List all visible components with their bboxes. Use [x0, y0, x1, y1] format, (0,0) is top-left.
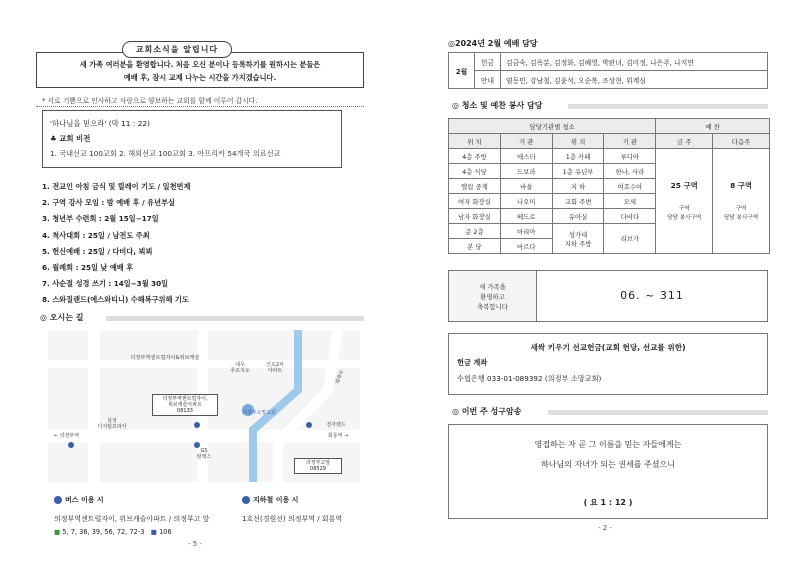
verse-heading: [448, 406, 768, 419]
cell: 나오미: [500, 194, 552, 209]
praise-this-sub2: 담당 봉사구역: [667, 214, 702, 221]
verse-line-2: 하나님의 자녀가 되는 권세를 주셨으니: [541, 460, 675, 469]
clean-heading-text: ◎ 청소 및 예찬 봉사 담당: [452, 101, 543, 110]
bus-heading: [54, 495, 104, 505]
cell: 1층 유년부: [552, 164, 604, 179]
bus-route-icon: ■: [150, 528, 157, 536]
bus-stop-icon: [306, 422, 312, 428]
welcome-line: 축복합니다: [477, 303, 508, 311]
praise-next-week: [713, 149, 770, 254]
vision-quote: '하나님을 믿으라' (막 11 : 22): [50, 119, 150, 128]
schedule-item: 8. 스와질랜드(에스와티니) 수해복구위해 기도: [42, 295, 189, 305]
page-number: - 2 -: [598, 524, 612, 532]
cell: 지 하: [552, 179, 604, 194]
verse-heading-text: ◎ 이번 주 성구암송: [452, 407, 522, 416]
cell: 베드로: [500, 209, 552, 224]
bus-heading-text: 버스 이용 시: [65, 496, 104, 504]
map-label-apt: 의정부역센트럴자이&위브캐슬: [130, 355, 200, 361]
map-box-apt: 의정부역센트럴자이, 위브캐슬아파트 08133: [152, 394, 218, 416]
map-heading-text: ◎ 오시는 길: [40, 313, 84, 322]
praise-next-sub2: 담당 봉사구역: [723, 214, 759, 221]
cell: 1층 카페: [552, 149, 604, 164]
cell: 에스더: [500, 149, 552, 164]
cell: 한나, 사라: [604, 164, 656, 179]
table-row: [449, 53, 768, 71]
map-label-shindo: 신도2차 아파트: [266, 362, 284, 374]
cell: 4층 주방: [449, 149, 501, 164]
praise-next-value: 8 구역: [730, 180, 753, 190]
cell: 마리아: [500, 224, 552, 239]
bus-stop-icon: [68, 442, 74, 448]
schedule-item: 2. 구역 강사 모임 : 밤 예배 후 / 유년부실: [42, 198, 175, 208]
welcome-value: 06. ~ 311: [620, 289, 684, 302]
praise-this-sub: 구역: [678, 205, 690, 212]
cell: 준 2층: [449, 224, 501, 239]
mission-title: 새싹 키우기 선교헌금(교회 헌당, 선교를 위한): [530, 343, 686, 352]
cell: 여자 화장실: [449, 194, 501, 209]
mission-account: 수협은행 033-01-089392 (의정부 소망교회): [457, 374, 602, 383]
vision-heading: ♣ 교회 비전: [50, 134, 91, 143]
map-box-school: 의정부고앞 08529: [294, 458, 342, 474]
clean-group-header: 담당기관별 청소: [449, 119, 656, 134]
mission-box: [448, 333, 768, 395]
column-header: 금 주: [656, 134, 713, 149]
worship-names: 염동민, 강남철, 김윤석, 오순복, 조상현, 위계심: [501, 71, 768, 89]
table-row: [449, 149, 770, 164]
cell: [552, 224, 604, 254]
subway-heading: [242, 495, 298, 505]
clean-heading: [448, 100, 768, 113]
bus-stop-icon: [194, 422, 200, 428]
bus-stop-icon: [194, 442, 200, 448]
map-label-electro: 전자랜드: [326, 422, 346, 428]
map-label-samsung: 삼성 디지털프라자: [97, 418, 127, 430]
praise-next-sub: 구역: [735, 205, 747, 212]
cell: 리브가: [604, 224, 656, 254]
column-header: 기 관: [500, 134, 552, 149]
bus-stop-text: 의정부역센트럴자이, 위브캐슬아파트 / 의정부고 앞: [54, 515, 210, 523]
schedule-item: 1. 전교인 아침 금식 및 릴레이 기도 / 일천번제: [42, 182, 191, 191]
vision-items: 1. 국내선교 100교회 2. 해외선교 100교회 3. 아프리카 54개국 의료선교: [50, 149, 281, 158]
welcome-line: 환영하고: [480, 293, 505, 301]
cell: 유아실: [552, 209, 604, 224]
map-heading: [36, 312, 364, 325]
courtesy-note: * 서로 기쁨으로 인사하고 사랑으로 양보하는 교회를 함께 이루어 갑시다.: [42, 97, 258, 105]
heading-bar: [568, 104, 768, 109]
welcome-line: 새 가족을: [479, 283, 506, 291]
bus-other-text: 106: [159, 528, 172, 536]
subway-heading-text: 지하철 이용 시: [253, 496, 299, 504]
subway-text: 1호선(경원선) 의정부역 / 회룡역: [242, 515, 343, 523]
table-row: [449, 71, 768, 89]
table-row: [449, 134, 770, 149]
worship-heading: ◎2024년 2월 예배 담당: [448, 39, 538, 48]
column-header: 위 치: [449, 134, 501, 149]
praise-this-week: [656, 149, 713, 254]
notice-line-1: 새 가족 여러분을 환영합니다. 처음 오신 분이나 등록하기를 원하시는 분들은: [79, 60, 321, 69]
cell: 남자 화장실: [449, 209, 501, 224]
bus-routes: [54, 528, 172, 536]
welcome-box: [448, 270, 768, 322]
praise-group-header: 예 찬: [656, 119, 770, 134]
cell: 본 당: [449, 239, 501, 254]
bus-routes-text: 5, 7, 36, 39, 56, 72, 72-3: [62, 528, 145, 536]
mission-account-label: 헌금 계좌: [457, 358, 488, 367]
bus-route-icon: ■: [54, 528, 61, 536]
cell: 여호수아: [604, 179, 656, 194]
schedule-item: 3. 청년부 수련회 : 2월 15일~17일: [42, 214, 159, 224]
schedule-list: [42, 180, 362, 310]
column-header: 기 관: [604, 134, 656, 149]
map-label-station-left: ← 의정부역: [54, 433, 80, 439]
notice-line-2: 예배 후, 잠시 교제 나누는 시간을 가지겠습니다.: [123, 73, 277, 82]
map-label-gs: GS 칼텍스: [196, 448, 212, 460]
right-page: [400, 0, 800, 566]
welcome-label: [449, 271, 537, 321]
praise-this-value: 25 구역: [670, 180, 698, 190]
cell: 마르다: [500, 239, 552, 254]
cell: 바울: [500, 179, 552, 194]
worship-month: 2월: [449, 53, 475, 89]
heading-bar: [548, 410, 768, 415]
divider: [36, 106, 364, 107]
column-header: 위 치: [552, 134, 604, 149]
cell: 교회 주변: [552, 194, 604, 209]
schedule-item: 7. 사순절 성경 쓰기 : 14일~3월 30일: [42, 279, 169, 289]
cleaning-table: [448, 118, 770, 254]
map-label-road: 평화로: [334, 369, 346, 385]
verse-line-1: 영접하는 자 곧 그 이름을 믿는 자들에게는: [534, 440, 682, 449]
worship-names: 김금숙, 김옥분, 김정화, 김혜영, 박판녀, 김미정, 나은주, 나지연: [501, 53, 768, 71]
verse-box: [448, 424, 768, 519]
cell: 루디아: [604, 149, 656, 164]
schedule-item: 5. 헌신예배 : 25일 / 다비다, 뵈뵈: [42, 246, 153, 256]
schedule-item: 4. 척사대회 : 25일 / 남전도 주최: [42, 230, 150, 240]
schedule-item: 6. 월례회 : 25일 낮 예배 후: [42, 262, 134, 272]
worship-role: 헌금: [475, 53, 501, 71]
cell-line: 지하 주방: [564, 239, 592, 248]
page-number: - 5 -: [188, 540, 202, 548]
map-label-church: 의정부소망교회: [242, 410, 276, 416]
notice-title: 교회소식을 알립니다: [122, 41, 232, 58]
map-label-daewoo: 대우 푸르지오: [230, 362, 250, 374]
map-label-station-right: 회룡역 →: [327, 433, 349, 439]
table-row: [449, 119, 770, 134]
verse-reference: ( 요 1 : 12 ): [583, 498, 633, 507]
cell: 모세: [604, 194, 656, 209]
heading-bar: [106, 316, 364, 321]
cell: 엘림 중계: [449, 179, 501, 194]
cell: 4층 식당: [449, 164, 501, 179]
directions-map: [48, 330, 360, 482]
worship-role: 안내: [475, 71, 501, 89]
worship-table: [448, 52, 768, 89]
cell: 다비다: [604, 209, 656, 224]
subway-icon: [242, 496, 250, 504]
cell: 드보라: [500, 164, 552, 179]
notice-text: [36, 58, 364, 84]
cell-line: 성가대: [568, 230, 588, 239]
bus-icon: [54, 496, 62, 504]
column-header: 다음주: [713, 134, 770, 149]
